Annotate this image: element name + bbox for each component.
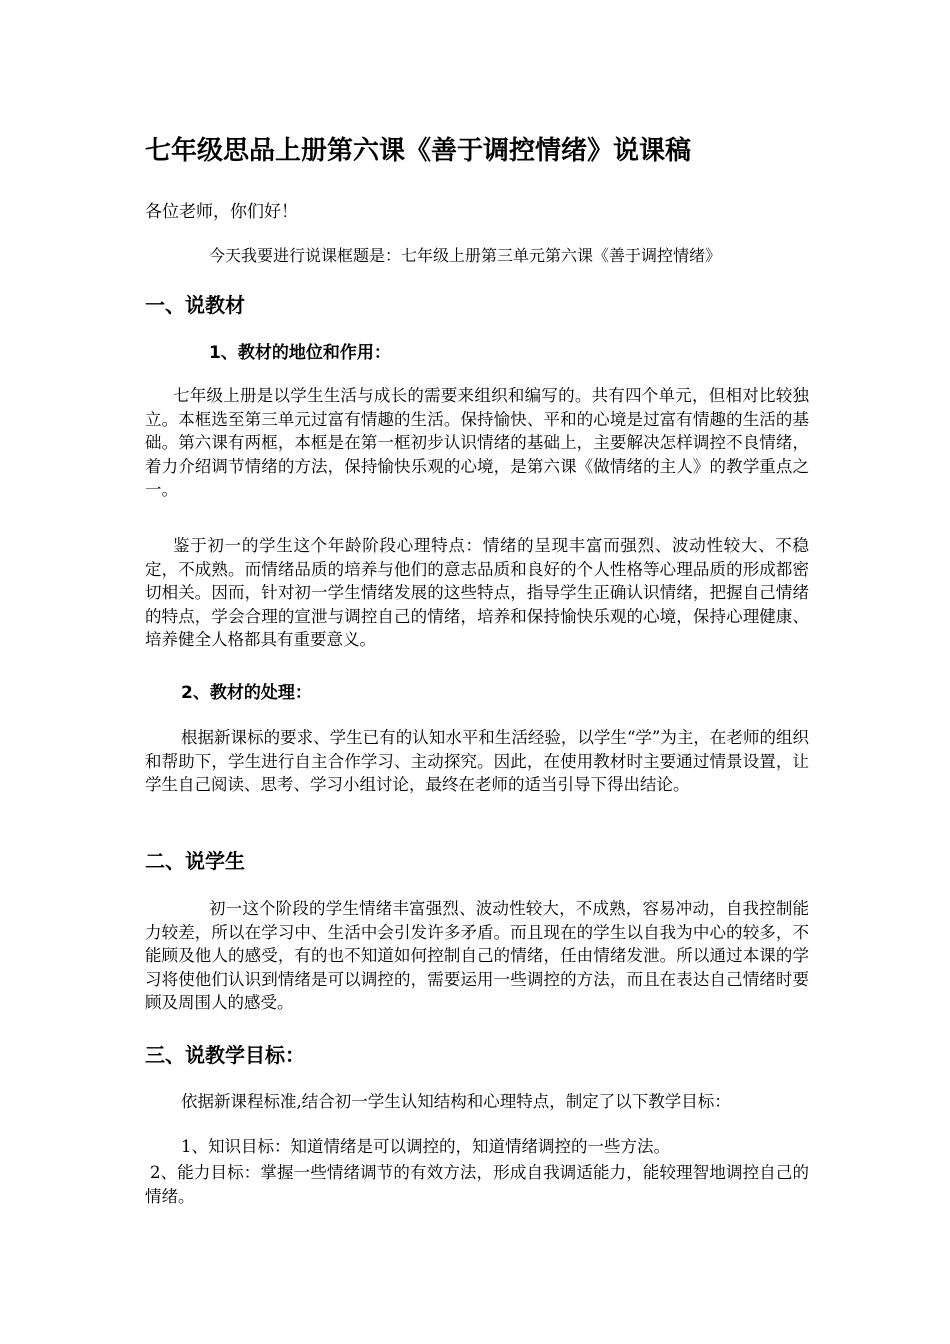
paragraph-students: 初一这个阶段的学生情绪丰富强烈、波动性较大，不成熟，容易冲动，自我控制能力较差，所以在学习中、生活中会引发许多矛盾。而且现在的学生以自我为中心的较多，不能顾及他人的感受，有的也不知道如何控制自己的情绪，任由情绪发泄。所以通过本课的学习将使他们认识到情绪是可以调控的，需要运用一些调控的方法，而且在表达自己情绪时要顾及周围人的感受。: [145, 899, 809, 1013]
paragraph-status-role: 七年级上册是以学生生活与成长的需要来组织和编写的。共有四个单元，但相对比较独立。本框选至第三单元过富有情趣的生活。保持愉快、平和的心境是过富有情趣的生活的基础。第六课有两框，本框是在第一框初步认识情绪的基础上，主要解决怎样调控不良情绪，着力介绍调节情绪的方法，保持愉快乐观的心境，是第六课《做情绪的主人》的教学重点之一。: [145, 386, 809, 500]
section-heading-students: 二、说学生: [145, 849, 245, 873]
subheading-status-role: 1、教材的地位和作用：: [209, 343, 391, 363]
paragraph-student-traits: 鉴于初一的学生这个年龄阶段心理特点：情绪的呈现丰富而强烈、波动性较大、不稳定，不成熟。而情绪品质的培养与他们的意志品质和良好的个人性格等心理品质的形成都密切相关。因而，针对初一学生情绪发展的这些特点，指导学生正确认识情绪，把握自己情绪的特点，学会合理的宣泄与调控自己的情绪，培养和保持愉快乐观的心境，保持心理健康、培养健全人格都具有重要意义。: [145, 536, 809, 650]
intro-line: 今天我要进行说课框题是：七年级上册第三单元第六课《善于调控情绪》: [209, 246, 722, 265]
greeting: 各位老师，你们好！: [145, 202, 298, 222]
section-heading-goals: 三、说教学目标：: [145, 1043, 305, 1067]
goals-intro: 依据新课程标准,结合初一学生认知结构和心理特点，制定了以下教学目标：: [181, 1092, 731, 1111]
section-heading-textbook: 一、说教材: [145, 293, 245, 317]
goal-ability: 2、能力目标：掌握一些情绪调节的有效方法，形成自我调适能力，能较理智地调控自己的情绪。: [145, 1163, 809, 1206]
goal-knowledge: 1、知识目标：知道情绪是可以调控的，知道情绪调控的一些方法。: [181, 1137, 670, 1156]
paragraph-processing: 根据新课标的要求、学生已有的认知水平和生活经验，以学生“学”为主，在老师的组织和帮助下，学生进行自主合作学习、主动探究。因此，在使用教材时主要通过情景设置，让学生自己阅读、思考、学习小组讨论，最终在老师的适当引导下得出结论。: [145, 728, 809, 795]
subheading-processing: 2、教材的处理：: [181, 683, 312, 703]
document-title: 七年级思品上册第六课《善于调控情绪》说课稿: [145, 136, 692, 166]
